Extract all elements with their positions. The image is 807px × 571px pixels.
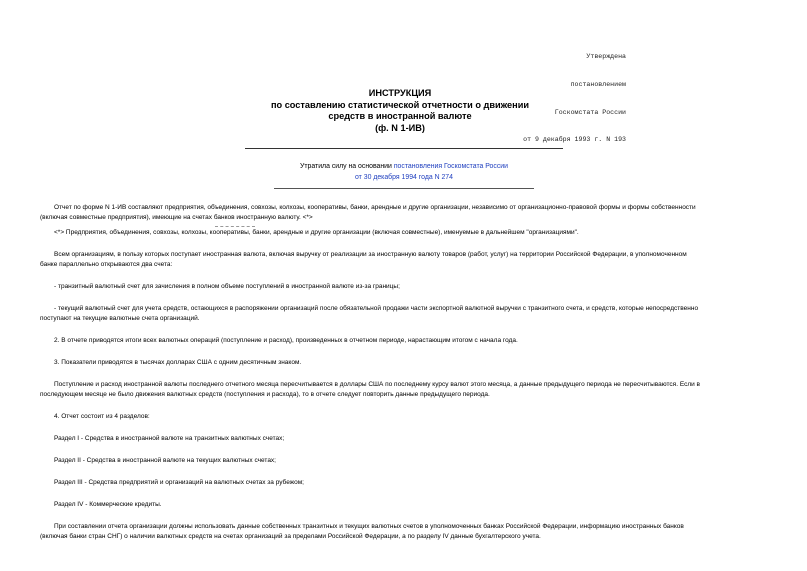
approval-line: Госкомстата России [554, 108, 626, 116]
section-item: Раздел IV - Коммерческие кредиты. [54, 501, 162, 508]
section-item: Раздел II - Средства в иностранной валюте на текущих валютных счетах; [54, 457, 276, 464]
title-line: ИНСТРУКЦИЯ [368, 88, 432, 98]
approval-line: от 9 декабря 1993 г. N 193 [523, 136, 626, 144]
paragraph: - текущий валютный счет для учета средств, остающихся в распоряжении организаций после обязательной продажи части экспортной валютной выручки с транзитного счета, и средств, которые непосредственно поступают на текущие валютные счета организаций. [40, 305, 699, 322]
footnote: <*> Предприятия, объединения, совхозы, колхозы, кооперативы, банки, арендные и другие организации (включая совместные), именуемые в дальнейшем "организациями". [54, 229, 579, 236]
divider [274, 188, 534, 189]
paragraph: 3. Показатели приводятся в тысячах долларах США с одним десятичным знаком. [54, 359, 302, 366]
title-line: (ф. N 1-ИВ) [375, 122, 425, 133]
document-body [40, 203, 768, 542]
paragraph: При составлении отчета организации должны использовать данные собственных транзитных и текущих валютных счетов в уполномоченных банках Российской Федерации, информацию иностранных банков (включая банки стран СНГ) о наличии валютных средств на счетах организаций за пределами Российской Федерации, а по разделу IV данные бухгалтерского учета. [40, 523, 684, 540]
paragraph: Всем организациям, в пользу которых поступает иностранная валюта, включая выручку от реализации за иностранную валюту товаров (работ, услуг) на территории Российской Федерации, в уполномоченном банке параллельно открываются два счета: [40, 251, 687, 268]
paragraph: Отчет по форме N 1-ИВ составляют предприятия, объединения, совхозы, колхозы, кооперативы, банки, арендные и другие организации, независимо от организационно-правовой формы и формы собственности (включая совместные предприятия), имеющие на счетах банков иностранную валюту. <*> [40, 204, 696, 221]
title-line: средств в иностранной валюте [328, 111, 472, 122]
decree-date-link[interactable]: от 30 декабря 1994 года N 274 [355, 174, 453, 181]
section-item: Раздел I - Средства в иностранной валюте на транзитных валютных счетах; [54, 435, 285, 442]
paragraph: 4. Отчет состоит из 4 разделов: [54, 413, 150, 420]
footnote-separator [215, 226, 255, 227]
approval-line: постановлением [570, 81, 626, 89]
approval-line: Утверждена [586, 53, 626, 61]
paragraph: 2. В отчете приводятся итоги всех валютных операций (поступление и расход), произведенных в отчетном периоде, нарастающим итогом с начала года. [54, 337, 518, 344]
decree-link[interactable]: постановления Госкомстата России [393, 163, 508, 170]
document-title [200, 88, 600, 134]
paragraph: - транзитный валютный счет для зачисления в полном объеме поступлений в иностранной валюте из-за границы; [54, 283, 400, 290]
lost-force-note [200, 161, 608, 183]
paragraph: Поступление и расход иностранной валюты последнего отчетного месяца пересчитывается в доллары США по последнему курсу валют этого месяца, а данные предыдущего периода не пересчитываются. Если в последующем месяце не было движения валютных средств (поступления и расхода), то в отчете следует повторить данные предыдущего периода. [40, 381, 701, 398]
section-item: Раздел III - Средства предприятий и организаций на валютных счетах за рубежом; [54, 479, 304, 486]
divider [245, 148, 563, 149]
lost-force-prefix: Утратила силу на основании [300, 163, 392, 170]
title-line: по составлению статистической отчетности о движении [270, 99, 530, 110]
